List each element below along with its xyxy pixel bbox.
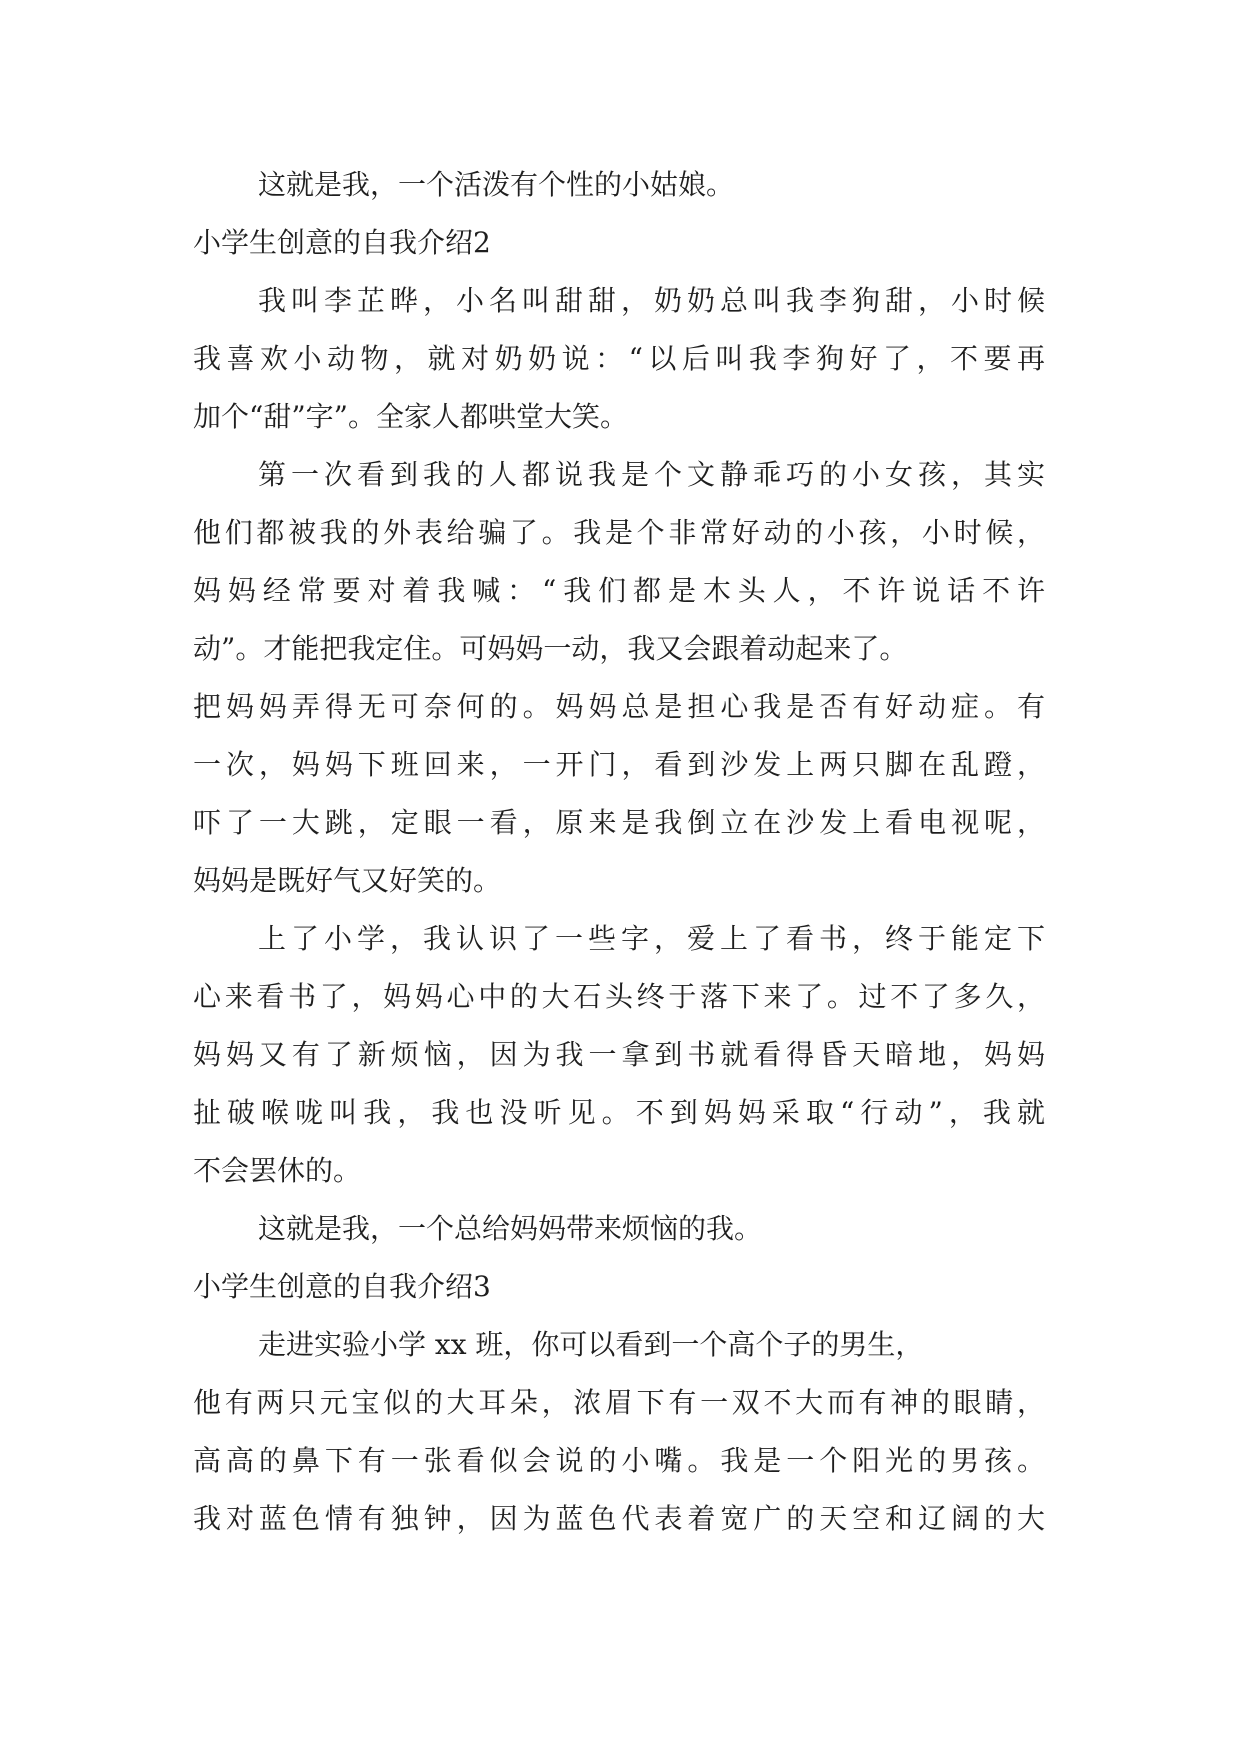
text-line: 我喜欢小动物，就对奶奶说：“以后叫我李狗好了，不要再 [193, 342, 1045, 375]
text-line: 第一次看到我的人都说我是个文静乖巧的小女孩，其实 [258, 458, 1045, 491]
text-line: 高高的鼻下有一张看似会说的小嘴。我是一个阳光的男孩。 [193, 1444, 1045, 1477]
paragraph [193, 1316, 1045, 1548]
paragraph [193, 156, 1045, 214]
text-line: 他有两只元宝似的大耳朵，浓眉下有一双不大而有神的眼睛， [193, 1386, 1045, 1419]
text-line: 我对蓝色情有独钟，因为蓝色代表着宽广的天空和辽阔的大 [193, 1502, 1045, 1535]
text-line: 把妈妈弄得无可奈何的。妈妈总是担心我是否有好动症。有 [193, 690, 1045, 723]
paragraph [193, 910, 1045, 1200]
text-line: 上了小学，我认识了一些字，爱上了看书，终于能定下 [258, 922, 1045, 955]
text-line: 心来看书了，妈妈心中的大石头终于落下来了。过不了多久， [193, 980, 1045, 1013]
text-line: 加个“甜”字”。全家人都哄堂大笑。 [193, 400, 628, 433]
text-line: 不会罢休的。 [193, 1154, 362, 1187]
text-line: 妈妈是既好气又好笑的。 [193, 864, 502, 897]
text-line: 扯破喉咙叫我，我也没听见。不到妈妈采取“行动”，我就 [193, 1096, 1045, 1129]
text-line: 我叫李芷晔，小名叫甜甜，奶奶总叫我李狗甜，小时候 [258, 284, 1045, 317]
document-body [193, 156, 1045, 1548]
text-line: 这就是我，一个活泼有个性的小姑娘。 [258, 168, 735, 201]
section-heading: 小学生创意的自我介绍3 [193, 1270, 491, 1303]
paragraph [193, 1200, 1045, 1258]
paragraph [193, 272, 1045, 446]
text-line: 走进实验小学 xx 班，你可以看到一个高个子的男生， [258, 1328, 924, 1361]
text-line: 动”。才能把我定住。可妈妈一动，我又会跟着动起来了。 [193, 632, 908, 665]
text-line: 妈妈经常要对着我喊：“我们都是木头人，不许说话不许 [193, 574, 1045, 607]
section-heading: 小学生创意的自我介绍2 [193, 226, 491, 259]
paragraph [193, 446, 1045, 910]
text-line: 吓了一大跳，定眼一看，原来是我倒立在沙发上看电视呢， [193, 806, 1045, 839]
text-line: 他们都被我的外表给骗了。我是个非常好动的小孩，小时候， [193, 516, 1045, 549]
text-line: 这就是我，一个总给妈妈带来烦恼的我。 [258, 1212, 763, 1245]
text-line: 一次，妈妈下班回来，一开门，看到沙发上两只脚在乱蹬， [193, 748, 1045, 781]
text-line: 妈妈又有了新烦恼，因为我一拿到书就看得昏天暗地，妈妈 [193, 1038, 1045, 1071]
